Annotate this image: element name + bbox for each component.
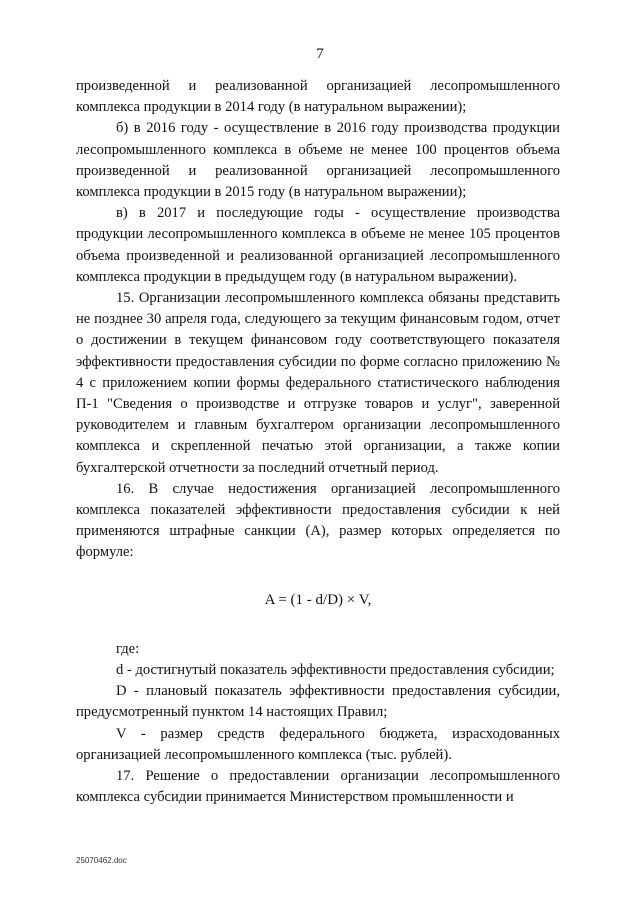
document-body	[76, 76, 560, 809]
document-file-code: 25070462.doc	[76, 856, 127, 865]
paragraph-item-v: в) в 2017 и последующие годы - осуществление производства продукции лесопромышленного комплекса в объеме не менее 105 процентов объема произведенной и реализованной организацией лесопромышленного комплекса продукции в предыдущем году (в натуральном выражении).	[76, 205, 560, 285]
penalty-formula: A = (1 - d/D) × V,	[264, 591, 372, 608]
formula-where-label: где:	[116, 640, 140, 657]
paragraph-continuation: произведенной и реализованной организацией лесопромышленного комплекса продукции в 2014 году (в натуральном выражении);	[76, 78, 560, 116]
definition-D-planned: D - плановый показатель эффективности предоставления субсидии, предусмотренный пунктом 14 настоящих Правил;	[76, 683, 560, 721]
definition-d-achieved: d - достигнутый показатель эффективности предоставления субсидии;	[116, 662, 555, 679]
paragraph-item-b: б) в 2016 году - осуществление в 2016 году производства продукции лесопромышленного комплекса в объеме не менее 100 процентов объема произведенной и реализованной организацией лесопромышленного комплекса продукции в 2015 году (в натуральном выражении);	[76, 120, 560, 201]
definition-V-funds: V - размер средств федерального бюджета, израсходованных организацией лесопромышленного комплекса (тыс. рублей).	[76, 725, 560, 763]
paragraph-17: 17. Решение о предоставлении организации лесопромышленного комплекса субсидии принимается Министерством промышленности и	[76, 768, 560, 806]
paragraph-15: 15. Организации лесопромышленного комплекса обязаны представить не позднее 30 апреля года, следующего за текущим финансовым годом, отчет о достижении в текущем финансовом году соответствующего показателя эффективности предоставления субсидии по форме согласно приложению № 4 с приложением копии формы федерального статистического наблюдения П-1 "Сведения о производстве и отгрузке товаров и услуг", заверенной руководителем и главным бухгалтером организации лесопромышленного комплекса и скрепленной печатью этой организации, а также копии бухгалтерской отчетности за последний отчетный период.	[76, 290, 560, 476]
paragraph-16: 16. В случае недостижения организацией лесопромышленного комплекса показателей эффективности предоставления субсидии к ней применяются штрафные санкции (А), размер которых определяется по формуле:	[76, 480, 560, 561]
page-number: 7	[316, 46, 324, 62]
